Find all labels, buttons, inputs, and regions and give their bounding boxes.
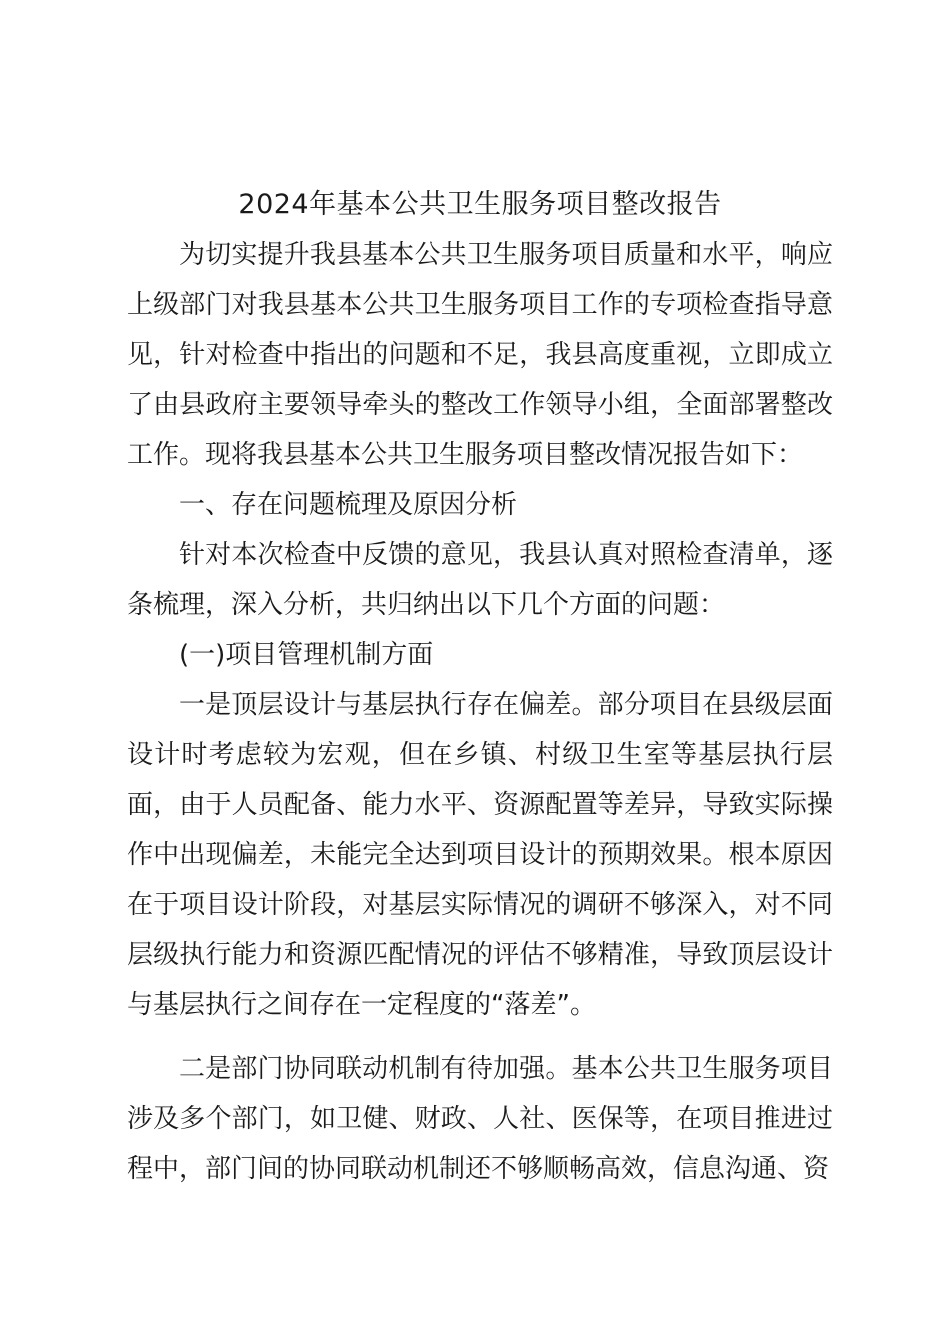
intro-paragraph: 为切实提升我县基本公共卫生服务项目质量和水平，响应上级部门对我县基本公共卫生服务项目工作的专项检查指导意见，针对检查中指出的问题和不足，我县高度重视，立即成立了由县政府主要领导牵头的整改工作领导小组，全面部署整改工作。现将我县基本公共卫生服务项目整改情况报告如下： bbox=[127, 240, 833, 470]
section-heading-1: 一、存在问题梳理及原因分析 bbox=[179, 490, 518, 520]
subsection-heading-1: (一)项目管理机制方面 bbox=[179, 640, 434, 670]
section-1-paragraph: 针对本次检查中反馈的意见，我县认真对照检查清单，逐条梳理，深入分析，共归纳出以下几个方面的问题： bbox=[127, 540, 833, 620]
issue-paragraph-1: 一是顶层设计与基层执行存在偏差。部分项目在县级层面设计时考虑较为宏观，但在乡镇、村级卫生室等基层执行层面，由于人员配备、能力水平、资源配置等差异，导致实际操作中出现偏差，未能完全达到项目设计的预期效果。根本原因在于项目设计阶段，对基层实际情况的调研不够深入，对不同层级执行能力和资源匹配情况的评估不够精准，导致顶层设计与基层执行之间存在一定程度的“落差”。 bbox=[127, 690, 833, 1020]
document-title: 2024年基本公共卫生服务项目整改报告 bbox=[238, 189, 722, 220]
document-page bbox=[127, 180, 833, 1194]
issue-paragraph-2: 二是部门协同联动机制有待加强。基本公共卫生服务项目涉及多个部门，如卫健、财政、人社、医保等，在项目推进过程中，部门间的协同联动机制还不够顺畅高效，信息沟通、资 bbox=[127, 1054, 833, 1184]
